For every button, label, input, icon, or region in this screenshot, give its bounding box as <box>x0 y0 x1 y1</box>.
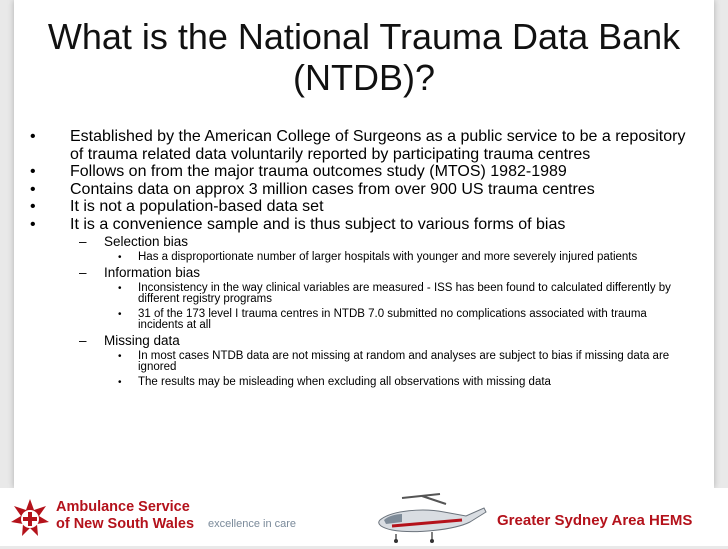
sub-sub-bullet-list <box>104 351 690 389</box>
bullet-item <box>30 163 690 181</box>
bullet-dot-icon: • <box>118 282 122 294</box>
sub-bullet-text: Missing data <box>104 332 180 348</box>
bullet-text: It is not a population-based data set <box>70 198 324 215</box>
bullet-item <box>30 181 690 199</box>
sub-bullet-item <box>30 234 690 264</box>
bullet-dot-icon: • <box>118 376 122 388</box>
footer-banner <box>0 488 728 546</box>
sub-sub-bullet-text: Inconsistency in the way clinical variables are measured - ISS has been found to calculated differently by different registry programs <box>138 281 671 305</box>
hems-label: Greater Sydney Area HEMS <box>497 512 693 529</box>
sub-bullet-item <box>30 333 690 389</box>
bullet-text: It is a convenience sample and is thus subject to various forms of bias <box>70 215 566 233</box>
sub-bullet-list <box>70 234 690 388</box>
organisation-name <box>56 499 194 533</box>
helicopter-icon <box>362 490 490 544</box>
sub-bullet-item <box>30 265 690 332</box>
bullet-dot-icon: • <box>118 308 122 320</box>
bullet-text: Follows on from the major trauma outcomes study (MTOS) 1982-1989 <box>70 163 567 180</box>
sub-bullet-text: Selection bias <box>104 234 189 249</box>
sub-bullet-text: Information bias <box>104 264 201 280</box>
sub-sub-bullet-item <box>30 283 690 306</box>
bullet-text: Established by the American College of Surgeons as a public service to be a repository of trauma related data voluntarily reported by participating trauma centres <box>70 128 686 163</box>
bullet-item <box>30 198 690 216</box>
bullet-dot-icon: • <box>118 252 122 263</box>
sub-sub-bullet-list <box>104 283 690 332</box>
sub-sub-bullet-text: 31 of the 173 level I trauma centres in NTDB 7.0 submitted no complications associated with trauma incidents at all <box>138 307 647 331</box>
dash-icon: – <box>79 332 87 348</box>
sub-sub-bullet-item <box>30 309 690 332</box>
dash-icon: – <box>79 264 87 280</box>
slide-title: What is the National Trauma Data Bank (NTDB)? <box>47 16 681 98</box>
bullet-dot-icon: • <box>118 350 122 362</box>
bullet-item <box>30 128 690 163</box>
bullet-dot-icon: • <box>30 180 36 198</box>
tagline: excellence in care <box>208 518 297 530</box>
sub-sub-bullet-item <box>30 252 690 264</box>
bullet-item <box>30 216 690 389</box>
sub-sub-bullet-text: In most cases NTDB data are not missing at random and analyses are subject to bias if missing data are ignored <box>138 349 670 373</box>
organisation-name-line2: of New South Wales <box>56 516 195 532</box>
ambulance-star-logo-icon <box>10 498 50 538</box>
sub-sub-bullet-text: The results may be misleading when excluding all observations with missing data <box>138 375 551 388</box>
bullet-text: Contains data on approx 3 million cases from over 900 US trauma centres <box>70 180 595 198</box>
bullet-dot-icon: • <box>30 128 36 145</box>
sub-sub-bullet-item <box>30 377 690 389</box>
sub-sub-bullet-list <box>104 252 690 264</box>
bullet-dot-icon: • <box>30 163 36 180</box>
slide-body <box>30 128 690 388</box>
bullet-dot-icon: • <box>30 198 36 215</box>
bullet-dot-icon: • <box>30 215 36 233</box>
sub-sub-bullet-text: Has a disproportionate number of larger hospitals with younger and more severely injured patients <box>138 251 638 263</box>
organisation-name-line1: Ambulance Service <box>56 499 190 515</box>
sub-sub-bullet-item <box>30 351 690 374</box>
bullet-list <box>30 128 690 388</box>
dash-icon: – <box>79 234 87 249</box>
